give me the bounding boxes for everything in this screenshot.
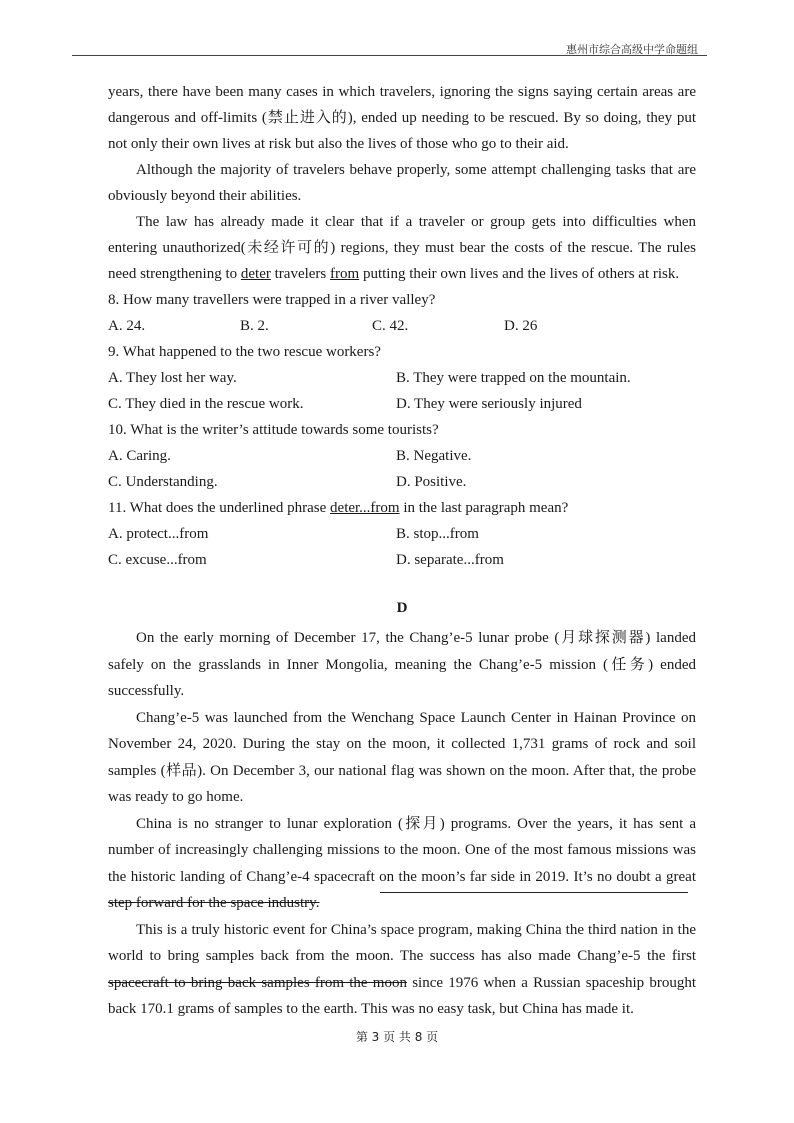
options-row (108, 443, 696, 469)
question-9 (108, 339, 696, 417)
passage-c-para-1: years, there have been many cases in which travelers, ignoring the signs saying certain areas are dangerous and off-limits (禁止进入的), ended up needing to be rescued. By so doing, they put not only their own lives at risk but also the lives of those who go to their aid. (108, 84, 696, 152)
underlined-deter: deter (240, 266, 271, 282)
options-row (108, 365, 696, 391)
option-c: C. 42. (372, 318, 409, 334)
option-a: A. protect...from (108, 526, 209, 542)
section-title-d: D (396, 600, 408, 616)
question-10 (108, 417, 696, 495)
option-d: D. They were seriously injured (396, 396, 582, 412)
option-a: A. 24. (108, 318, 146, 334)
option-c: C. Understanding. (108, 474, 218, 490)
question-stem: 10. What is the writer’s attitude towards some tourists? (108, 422, 439, 438)
option-b: B. They were trapped on the mountain. (396, 370, 631, 386)
question-stem: 8. How many travellers were trapped in a river valley? (108, 292, 436, 308)
question-stem: 11. What does the underlined phrase deter...from in the last paragraph mean? (108, 500, 569, 516)
passage-c-para-2: Although the majority of travelers behave properly, some attempt challenging tasks that are obviously beyond their abilities. (108, 162, 696, 204)
passage-d-para-1: On the early morning of December 17, the Chang’e-5 lunar probe (月球探测器) landed safely on the grasslands in Inner Mongolia, meaning the Chang’e-5 mission (任务) ended successfully. (108, 630, 696, 699)
option-a: A. They lost her way. (108, 370, 237, 386)
handwritten-line (380, 892, 688, 893)
options-row (108, 313, 696, 339)
passage-d-para-3: China is no stranger to lunar exploration (探月) programs. Over the years, it has sent a number of increasingly challenging missions to the moon. One of the most famous missions was the historic landing of Chang’e-4 spacecraft on the moon’s far side in 2019. It’s no doubt a great step forward for the space industry. (108, 815, 696, 911)
option-b: B. 2. (240, 318, 269, 334)
option-b: B. stop...from (396, 526, 479, 542)
options-row (108, 469, 696, 495)
page-number: 第 3 页 共 8 页 (355, 1030, 439, 1044)
question-8 (108, 287, 696, 339)
page-content (108, 79, 696, 1023)
options-row (108, 391, 696, 417)
underlined-phrase: deter...from (330, 500, 400, 516)
question-stem: 9. What happened to the two rescue workers? (108, 344, 381, 360)
passage-d-para-4: This is a truly historic event for China’s space program, making China the third nation in the world to bring samples back from the moon. The success has also made Chang’e-5 the first spacecraft to bring back samples from the moon since 1976 when a Russian spaceship brought back 170.1 grams of samples to the earth. This was no easy task, but China has made it. (108, 921, 697, 1017)
header-school: 惠州市综合高级中学命题组 (566, 43, 698, 56)
passage-d-para-2: Chang’e-5 was launched from the Wenchang Space Launch Center in Hainan Province on November 24, 2020. During the stay on the moon, it collected 1,731 grams of rock and soil samples (样品). On December 3, our national flag was shown on the moon. After that, the probe was ready to go home. (108, 709, 696, 805)
struck-text: step forward for the space industry. (108, 895, 320, 911)
option-b: B. Negative. (396, 448, 472, 464)
options-row (108, 521, 696, 547)
option-c: C. They died in the rescue work. (108, 396, 304, 412)
option-a: A. Caring. (108, 448, 171, 464)
passage-c-para-3: The law has already made it clear that if a traveler or group gets into difficulties when entering unauthorized(未经许可的) regions, they must bear the costs of the rescue. The rules need strengthening to deter travelers from putting their own lives and the lives of others at risk. (108, 214, 696, 282)
question-11 (108, 495, 696, 573)
option-d: D. Positive. (396, 474, 467, 490)
option-d: D. separate...from (396, 552, 504, 568)
options-row (108, 547, 696, 573)
option-d: D. 26 (504, 318, 538, 334)
underlined-from: from (330, 266, 360, 282)
option-c: C. excuse...from (108, 552, 207, 568)
struck-text: spacecraft to bring back samples from the moon (108, 974, 407, 991)
